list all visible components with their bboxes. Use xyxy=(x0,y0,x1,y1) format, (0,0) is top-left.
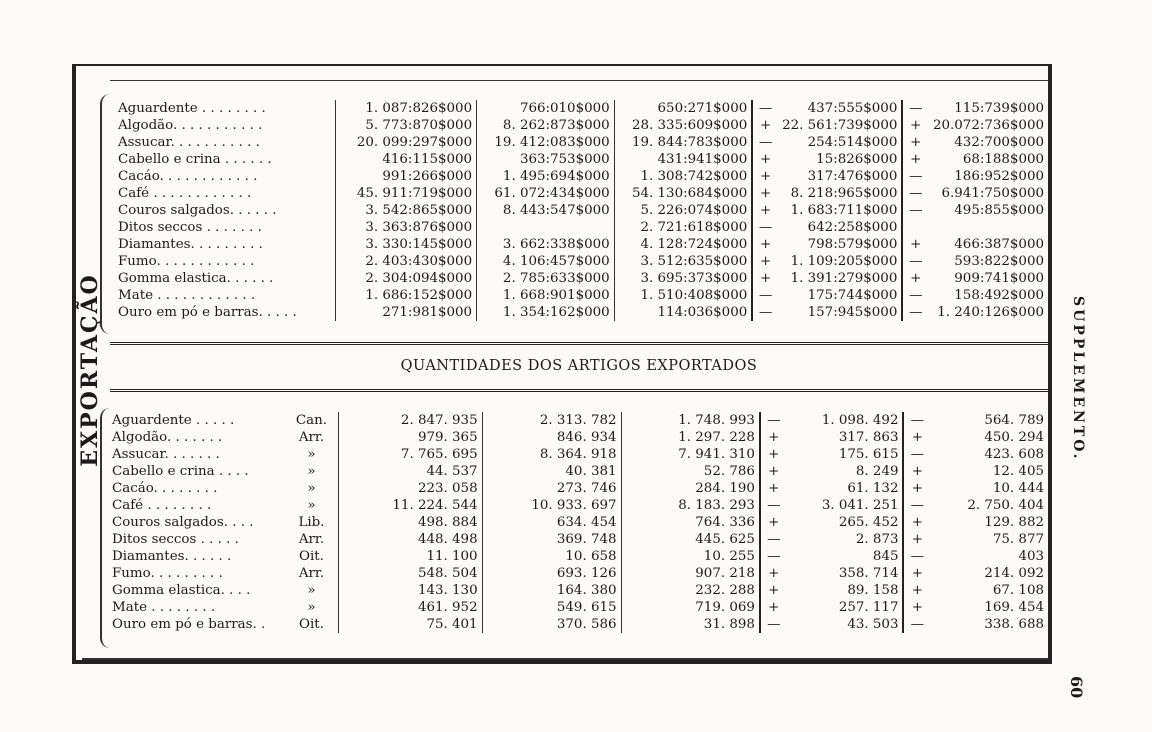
cell-s5: + xyxy=(903,480,930,497)
cell-c3: 8. 183. 293 xyxy=(621,497,760,514)
cell-s4: + xyxy=(760,480,787,497)
cell-s5: — xyxy=(903,616,930,633)
table-row xyxy=(114,117,1048,134)
cell-c3: 431:941$000 xyxy=(614,151,752,168)
top-rule xyxy=(110,80,1048,81)
cell-c3: 232. 288 xyxy=(621,582,760,599)
cell-c1: 416:115$000 xyxy=(335,151,476,168)
cell-c2: 1. 495:694$000 xyxy=(477,168,615,185)
cell-c2: 549. 615 xyxy=(482,599,621,616)
cell-s5: — xyxy=(902,202,928,219)
cell-c4: 317:476$000 xyxy=(807,169,898,184)
cell-c3: 4. 128:724$000 xyxy=(614,236,752,253)
margin-title: SUPPLEMENTO. xyxy=(1070,296,1086,462)
cell-c4: 22. 561:739$000 xyxy=(782,118,898,133)
cell-c2 xyxy=(477,219,615,236)
table-row xyxy=(108,463,1048,480)
cell-c4: 1. 109:205$000 xyxy=(790,254,898,269)
cell-c1: 461. 952 xyxy=(338,599,482,616)
cell-c3: 650:271$000 xyxy=(614,100,752,117)
cell-c5: 12. 405 xyxy=(992,464,1044,479)
cell-c5: 450. 294 xyxy=(984,430,1044,445)
cell-name: Cacáo. . . . . . . . xyxy=(112,481,218,496)
cell-s4: + xyxy=(752,185,778,202)
cell-c3: 10. 255 xyxy=(621,548,760,565)
table-row xyxy=(114,219,1048,236)
cell-c5: 186:952$000 xyxy=(954,169,1044,184)
cell-s4: + xyxy=(760,514,787,531)
cell-s5: — xyxy=(903,412,930,429)
cell-c1: 2. 304:094$000 xyxy=(335,270,476,287)
table-row xyxy=(114,151,1048,168)
cell-unit: Arr. xyxy=(298,566,325,581)
cell-s5: + xyxy=(903,463,930,480)
cell-c4: 89. 158 xyxy=(847,583,899,598)
cell-c3: 445. 625 xyxy=(621,531,760,548)
cell-c5: 169. 454 xyxy=(984,600,1044,615)
cell-c5 xyxy=(928,219,1048,236)
cell-name: Café . . . . . . . . xyxy=(112,498,212,513)
cell-name: Diamantes. . . . . . xyxy=(112,549,232,564)
cell-c4: 2. 873 xyxy=(855,532,899,547)
cell-c4: 175:744$000 xyxy=(807,288,898,303)
brace-top xyxy=(100,94,114,334)
cell-s4: — xyxy=(760,497,787,514)
cell-name: Diamantes. . . . . . . . . xyxy=(118,237,263,252)
cell-name: Aguardente . . . . . xyxy=(112,413,235,428)
cell-c4: 8. 249 xyxy=(855,464,899,479)
cell-s4: — xyxy=(760,531,787,548)
cell-s4: — xyxy=(752,134,778,151)
cell-s4: — xyxy=(760,616,787,633)
cell-c5: 2. 750. 404 xyxy=(967,498,1044,513)
cell-name: Gomma elastica. . . . . . xyxy=(118,271,274,286)
cell-c1: 5. 773:870$000 xyxy=(335,117,476,134)
cell-c3: 1. 297. 228 xyxy=(621,429,760,446)
table-row xyxy=(114,134,1048,151)
table-row xyxy=(108,616,1048,633)
cell-c1: 1. 087:826$000 xyxy=(335,100,476,117)
table-row xyxy=(108,514,1048,531)
cell-c2: 61. 072:434$000 xyxy=(477,185,615,202)
cell-c5: 564. 789 xyxy=(984,413,1044,428)
cell-name: Gomma elastica. . . . xyxy=(112,583,251,598)
cell-unit: Lib. xyxy=(298,515,325,530)
cell-s4: — xyxy=(760,412,787,429)
cell-s4: + xyxy=(760,582,787,599)
table-row xyxy=(114,202,1048,219)
table-row xyxy=(114,304,1048,321)
cell-c4: 8. 218:965$000 xyxy=(790,186,898,201)
cell-c3: 764. 336 xyxy=(621,514,760,531)
cell-c3: 28. 335:609$000 xyxy=(614,117,752,134)
cell-s4: + xyxy=(752,151,778,168)
cell-c3: 7. 941. 310 xyxy=(621,446,760,463)
cell-c3: 52. 786 xyxy=(621,463,760,480)
cell-s5: — xyxy=(903,446,930,463)
cell-c3: 114:036$000 xyxy=(614,304,752,321)
cell-c1: 1. 686:152$000 xyxy=(335,287,476,304)
table-row xyxy=(108,497,1048,514)
cell-name: Couros salgados. . . . xyxy=(112,515,254,530)
table-row xyxy=(108,565,1048,582)
cell-c4: 61. 132 xyxy=(847,481,899,496)
cell-c1: 7. 765. 695 xyxy=(338,446,482,463)
cell-name: Mate . . . . . . . . xyxy=(112,600,216,615)
cell-c4: 265. 452 xyxy=(838,515,899,530)
cell-name: Algodão. . . . . . . . . . . xyxy=(118,118,263,133)
cell-c5: 1. 240:126$000 xyxy=(937,305,1044,320)
cell-c3: 284. 190 xyxy=(621,480,760,497)
table-row xyxy=(114,236,1048,253)
cell-c4: 845 xyxy=(872,549,899,564)
cell-s4: — xyxy=(760,548,787,565)
cell-c1: 991:266$000 xyxy=(335,168,476,185)
cell-c2: 370. 586 xyxy=(482,616,621,633)
table-row xyxy=(114,253,1048,270)
cell-c5: 158:492$000 xyxy=(954,288,1044,303)
cell-unit: Oit. xyxy=(298,549,324,564)
cell-c4: 437:555$000 xyxy=(807,101,898,116)
cell-s5: — xyxy=(902,185,928,202)
cell-c3: 3. 695:373$000 xyxy=(614,270,752,287)
cell-name: Ditos seccos . . . . . . . xyxy=(118,220,262,235)
cell-c1: 498. 884 xyxy=(338,514,482,531)
cell-c4: 798:579$000 xyxy=(807,237,898,252)
cell-c2: 693. 126 xyxy=(482,565,621,582)
cell-c2: 1. 668:901$000 xyxy=(477,287,615,304)
cell-c4: 43. 503 xyxy=(847,617,899,632)
cell-c5: 10. 444 xyxy=(992,481,1044,496)
cell-c2: 40. 381 xyxy=(482,463,621,480)
cell-s5: — xyxy=(902,253,928,270)
cell-c1: 979. 365 xyxy=(338,429,482,446)
cell-c5: 20.072:736$000 xyxy=(932,118,1044,133)
values-table xyxy=(114,100,1048,321)
cell-name: Couros salgados. . . . . . xyxy=(118,203,277,218)
cell-c1: 2. 403:430$000 xyxy=(335,253,476,270)
cell-s5: + xyxy=(903,429,930,446)
cell-s5: + xyxy=(903,565,930,582)
cell-c5: 593:822$000 xyxy=(954,254,1044,269)
cell-name: Café . . . . . . . . . . . . xyxy=(118,186,252,201)
cell-c4: 358. 714 xyxy=(838,566,899,581)
cell-c4: 175. 615 xyxy=(838,447,899,462)
cell-s5: + xyxy=(903,531,930,548)
cell-c2: 2. 313. 782 xyxy=(482,412,621,429)
cell-s5: — xyxy=(902,287,928,304)
cell-c5: 75. 877 xyxy=(992,532,1044,547)
cell-s4: + xyxy=(760,599,787,616)
cell-c4: 642:258$000 xyxy=(807,220,898,235)
cell-s4: + xyxy=(760,429,787,446)
cell-s5: — xyxy=(903,497,930,514)
cell-c2: 10. 933. 697 xyxy=(482,497,621,514)
cell-s5: + xyxy=(902,151,928,168)
cell-c2: 634. 454 xyxy=(482,514,621,531)
cell-c5: 432:700$000 xyxy=(954,135,1044,150)
cell-c4: 1. 098. 492 xyxy=(821,413,899,428)
table-row xyxy=(108,412,1048,429)
cell-unit: » xyxy=(307,583,316,598)
cell-name: Algodão. . . . . . . xyxy=(112,430,223,445)
bottom-rule xyxy=(82,658,1048,660)
cell-s4: + xyxy=(760,463,787,480)
cell-c3: 1. 748. 993 xyxy=(621,412,760,429)
cell-s5: + xyxy=(903,514,930,531)
cell-c2: 10. 658 xyxy=(482,548,621,565)
cell-c5: 495:855$000 xyxy=(954,203,1044,218)
cell-c1: 3. 330:145$000 xyxy=(335,236,476,253)
cell-c4: 3. 041. 251 xyxy=(821,498,899,513)
table-row xyxy=(114,287,1048,304)
cell-name: Cabello e crina . . . . xyxy=(112,464,249,479)
table-row xyxy=(114,185,1048,202)
cell-s5: — xyxy=(903,548,930,565)
cell-s4: + xyxy=(752,117,778,134)
cell-unit: » xyxy=(307,464,316,479)
cell-c1: 2. 847. 935 xyxy=(338,412,482,429)
cell-s5: — xyxy=(902,100,928,117)
cell-c3: 1. 510:408$000 xyxy=(614,287,752,304)
cell-name: Ouro em pó e barras. . xyxy=(112,617,266,632)
table-row xyxy=(108,531,1048,548)
cell-name: Assucar. . . . . . . xyxy=(112,447,220,462)
cell-c1: 271:981$000 xyxy=(335,304,476,321)
cell-c2: 8. 262:873$000 xyxy=(477,117,615,134)
table-row xyxy=(114,100,1048,117)
cell-unit: Arr. xyxy=(298,532,325,547)
cell-c1: 11. 100 xyxy=(338,548,482,565)
cell-c2: 8. 443:547$000 xyxy=(477,202,615,219)
cell-name: Ouro em pó e barras. . . . . xyxy=(118,305,297,320)
cell-c2: 19. 412:083$000 xyxy=(477,134,615,151)
table-row xyxy=(108,480,1048,497)
cell-name: Assucar. . . . . . . . . . . xyxy=(118,135,260,150)
cell-s4: — xyxy=(752,100,778,117)
cell-s4: — xyxy=(752,219,778,236)
cell-c1: 11. 224. 544 xyxy=(338,497,482,514)
cell-c3: 5. 226:074$000 xyxy=(614,202,752,219)
cell-c2: 2. 785:633$000 xyxy=(477,270,615,287)
cell-c4: 257. 117 xyxy=(838,600,899,615)
cell-c1: 143. 130 xyxy=(338,582,482,599)
cell-c2: 766:010$000 xyxy=(477,100,615,117)
cell-c3: 31. 898 xyxy=(621,616,760,633)
cell-c5: 403 xyxy=(1018,549,1044,564)
cell-c4: 1. 391:279$000 xyxy=(790,271,898,286)
table-row xyxy=(108,446,1048,463)
cell-c1: 3. 363:876$000 xyxy=(335,219,476,236)
cell-c1: 548. 504 xyxy=(338,565,482,582)
cell-c5: 338. 688 xyxy=(984,617,1044,632)
cell-name: Cabello e crina . . . . . . xyxy=(118,152,272,167)
cell-unit: Arr. xyxy=(298,430,325,445)
cell-c2: 273. 746 xyxy=(482,480,621,497)
cell-name: Ditos seccos . . . . . xyxy=(112,532,239,547)
cell-s4: + xyxy=(760,446,787,463)
cell-c2: 3. 662:338$000 xyxy=(477,236,615,253)
cell-c2: 164. 380 xyxy=(482,582,621,599)
table-row xyxy=(108,429,1048,446)
cell-c1: 448. 498 xyxy=(338,531,482,548)
cell-unit: » xyxy=(307,481,316,496)
cell-c1: 3. 542:865$000 xyxy=(335,202,476,219)
side-label: EXPORTAÇÃO xyxy=(77,273,103,467)
cell-s5: + xyxy=(902,236,928,253)
cell-name: Fumo. . . . . . . . . xyxy=(112,566,223,581)
cell-c2: 1. 354:162$000 xyxy=(477,304,615,321)
cell-c1: 75. 401 xyxy=(338,616,482,633)
cell-name: Mate . . . . . . . . . . . . xyxy=(118,288,256,303)
cell-s4: + xyxy=(752,270,778,287)
cell-s4: + xyxy=(752,168,778,185)
cell-unit: Oit. xyxy=(298,617,324,632)
cell-unit: » xyxy=(307,447,316,462)
cell-c5: 466:387$000 xyxy=(954,237,1044,252)
cell-c1: 20. 099:297$000 xyxy=(335,134,476,151)
cell-c1: 44. 537 xyxy=(338,463,482,480)
cell-name: Fumo. . . . . . . . . . . . xyxy=(118,254,255,269)
cell-s4: + xyxy=(760,565,787,582)
cell-unit: » xyxy=(307,600,316,615)
cell-s5: — xyxy=(902,168,928,185)
cell-name: Cacáo. . . . . . . . . . . . xyxy=(118,169,258,184)
cell-s4: + xyxy=(752,253,778,270)
cell-s5: + xyxy=(903,599,930,616)
cell-s4: + xyxy=(752,236,778,253)
cell-unit: Can. xyxy=(295,413,327,428)
cell-c3: 1. 308:742$000 xyxy=(614,168,752,185)
table-row xyxy=(108,582,1048,599)
table-row xyxy=(114,168,1048,185)
cell-c5: 6.941:750$000 xyxy=(941,186,1044,201)
cell-c3: 3. 512:635$000 xyxy=(614,253,752,270)
cell-c4: 1. 683:711$000 xyxy=(790,203,898,218)
cell-unit: » xyxy=(307,498,316,513)
cell-c4: 15:826$000 xyxy=(816,152,898,167)
cell-s5: + xyxy=(902,117,928,134)
cell-c5: 115:739$000 xyxy=(954,101,1044,116)
cell-c2: 369. 748 xyxy=(482,531,621,548)
page-number: 60 xyxy=(1067,676,1086,699)
table-row xyxy=(108,599,1048,616)
cell-s5: + xyxy=(902,270,928,287)
table-row xyxy=(108,548,1048,565)
cell-s4: + xyxy=(752,202,778,219)
cell-c2: 4. 106:457$000 xyxy=(477,253,615,270)
cell-c4: 254:514$000 xyxy=(807,135,898,150)
cell-s5: — xyxy=(902,304,928,321)
cell-c3: 719. 069 xyxy=(621,599,760,616)
cell-c3: 907. 218 xyxy=(621,565,760,582)
quantities-table xyxy=(108,412,1048,633)
cell-s5: + xyxy=(902,134,928,151)
cell-name: Aguardente . . . . . . . . xyxy=(118,101,266,116)
cell-c2: 846. 934 xyxy=(482,429,621,446)
cell-c5: 68:188$000 xyxy=(962,152,1044,167)
cell-c3: 19. 844:783$000 xyxy=(614,134,752,151)
cell-c2: 8. 364. 918 xyxy=(482,446,621,463)
cell-s4: — xyxy=(752,287,778,304)
cell-s5 xyxy=(902,219,928,236)
cell-s4: — xyxy=(752,304,778,321)
cell-c2: 363:753$000 xyxy=(477,151,615,168)
table-row xyxy=(114,270,1048,287)
cell-c1: 223. 058 xyxy=(338,480,482,497)
cell-s5: + xyxy=(903,582,930,599)
cell-c5: 129. 882 xyxy=(984,515,1044,530)
cell-c5: 214. 092 xyxy=(984,566,1044,581)
cell-c5: 423. 608 xyxy=(984,447,1044,462)
cell-c3: 54. 130:684$000 xyxy=(614,185,752,202)
cell-c5: 909:741$000 xyxy=(954,271,1044,286)
section-heading: QUANTIDADES DOS ARTIGOS EXPORTADOS xyxy=(400,358,758,374)
cell-c1: 45. 911:719$000 xyxy=(335,185,476,202)
cell-c4: 317. 863 xyxy=(838,430,899,445)
cell-c4: 157:945$000 xyxy=(807,305,898,320)
cell-c3: 2. 721:618$000 xyxy=(614,219,752,236)
cell-c5: 67. 108 xyxy=(992,583,1044,598)
